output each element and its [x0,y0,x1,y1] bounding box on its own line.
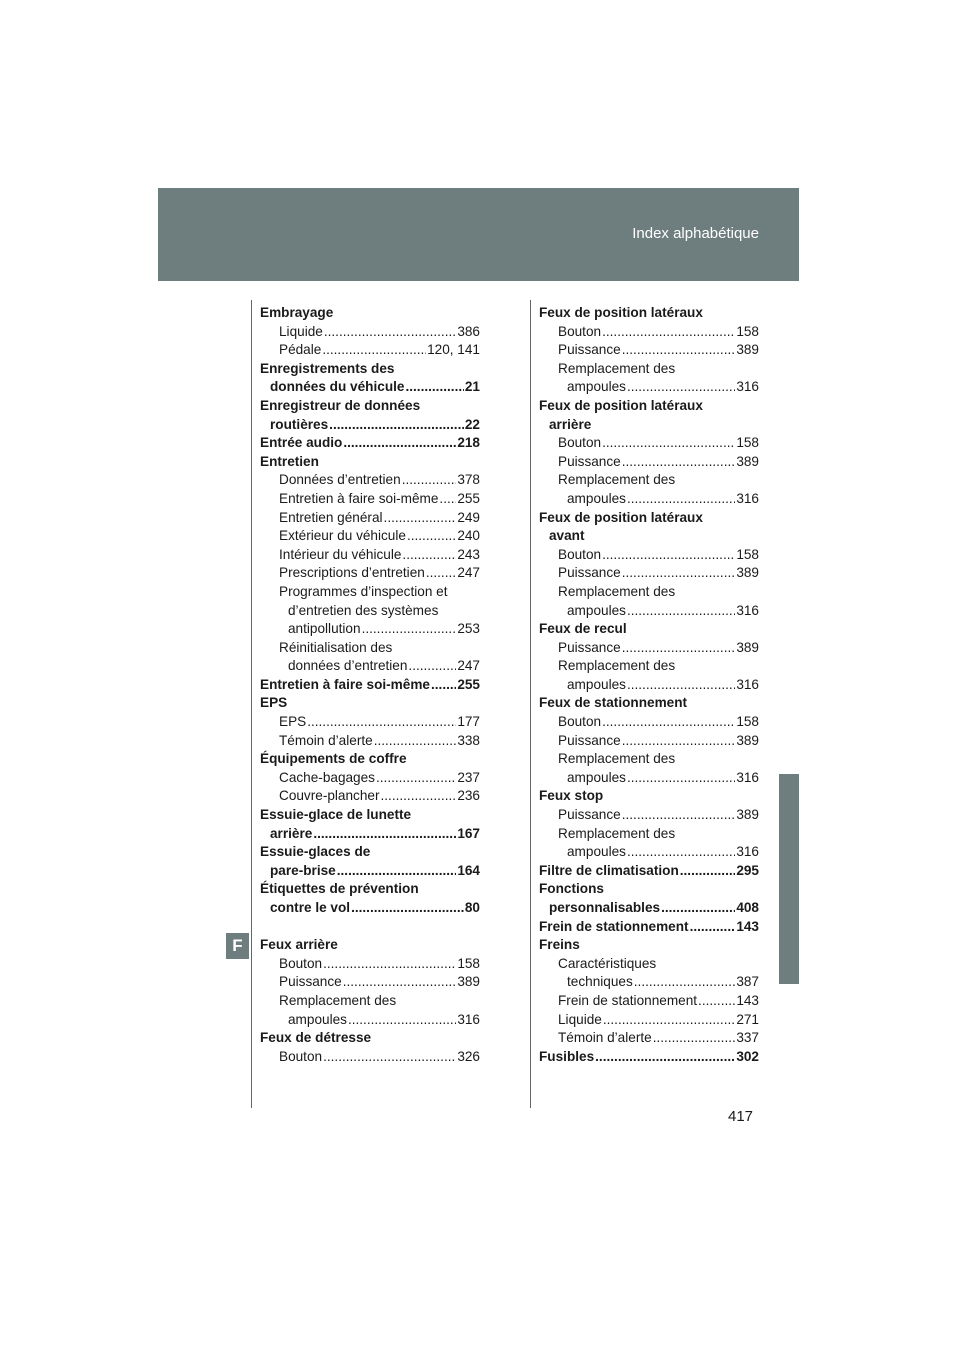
index-entry [539,583,759,602]
index-entry [260,471,480,490]
index-entry [260,378,480,397]
leader-dots [407,527,456,546]
index-entry-label: Bouton [558,714,602,730]
index-entry-label: ampoules [567,379,626,395]
section-letter-tab: F [226,933,249,959]
index-entry [260,490,480,509]
index-entry [539,564,759,583]
leader-dots [627,843,735,862]
index-entry [539,936,759,955]
index-entry-page[interactable]: 389 [736,732,759,748]
index-entry [260,620,480,639]
index-entry-label: Puissance [558,639,621,655]
index-entry-page[interactable]: 295 [736,862,759,878]
index-entry-label: Essuie-glace de lunette [260,807,412,823]
index-entry-page[interactable]: 316 [736,676,759,692]
index-entry-label: Remplacement des [558,751,676,767]
index-entry [539,397,759,416]
index-entry [260,825,480,844]
leader-dots [381,787,457,806]
index-entry [539,490,759,509]
index-entry-page[interactable]: 167 [457,825,480,841]
index-entry-page[interactable]: 22 [464,416,480,432]
index-entry [539,527,759,546]
index-entry [539,434,759,453]
index-entry-label: ampoules [567,602,626,618]
leader-dots [426,564,456,583]
index-entry [260,564,480,583]
leader-dots [602,323,735,342]
index-entry-page[interactable]: 158 [457,955,480,971]
leader-dots [343,434,456,453]
leader-dots [323,1048,456,1067]
index-entry-page[interactable]: 316 [736,769,759,785]
index-entry-label: Frein de stationnement [539,918,689,934]
index-entry [539,341,759,360]
index-entry-label: Puissance [279,974,342,990]
index-entry [260,936,480,955]
index-entry [539,955,759,974]
index-entry [260,583,480,602]
index-entry-label: Bouton [279,1048,323,1064]
index-entry-label: arrière [270,825,313,841]
index-entry [539,676,759,695]
leader-dots [653,1029,736,1048]
leader-dots [384,509,457,528]
index-entry-label: Feux de recul [539,621,627,637]
index-entry [539,304,759,323]
index-entry-label: avant [549,528,585,544]
index-entry-label: Feux de position latéraux [539,509,703,525]
index-entry [260,657,480,676]
index-entry-label: Extérieur du véhicule [279,528,406,544]
index-entry-page[interactable]: 120, 141 [427,342,480,358]
leader-dots [627,378,735,397]
leader-dots [431,676,456,695]
index-entry-label: routières [270,416,329,432]
index-entry-page[interactable]: 389 [736,342,759,358]
index-entry [260,694,480,713]
index-entry [260,509,480,528]
index-entry [260,880,480,899]
index-column-left [260,304,480,1066]
index-entry [539,843,759,862]
index-entry-page[interactable]: 389 [736,565,759,581]
leader-dots [627,676,735,695]
index-entry-label: antipollution [288,621,361,637]
index-entry-label: d’entretien des systèmes [288,602,439,618]
index-entry-page[interactable]: 389 [736,453,759,469]
index-entry-label: Entrée audio [260,435,343,451]
leader-dots [661,899,735,918]
page-number: 417 [728,1108,754,1125]
leader-dots [680,862,736,881]
index-entry-page[interactable]: 253 [457,621,480,637]
index-entry [539,360,759,379]
leader-dots [622,639,736,658]
index-entry-label: Intérieur du véhicule [279,546,402,562]
index-entry-label: Remplacement des [558,472,676,488]
index-entry [539,471,759,490]
leader-dots [698,992,735,1011]
index-entry-label: Fusibles [539,1048,595,1064]
index-entry-label: Feux arrière [260,937,338,953]
index-entry-page[interactable]: 240 [457,528,480,544]
index-entry-label: Embrayage [260,305,334,320]
index-entry [260,806,480,825]
leader-dots [351,899,464,918]
leader-dots [362,620,457,639]
leader-dots [329,416,464,435]
index-entry-label: Bouton [279,955,323,971]
index-entry [260,787,480,806]
index-entry [539,806,759,825]
index-entry [260,341,480,360]
leader-dots [405,378,463,397]
index-entry-page[interactable]: 408 [736,900,759,915]
leader-dots [627,602,735,621]
index-entry-label: Réinitialisation des [279,639,393,655]
index-entry-page[interactable]: 378 [457,472,480,488]
index-entry [539,918,759,937]
index-entry-page[interactable]: 338 [457,732,480,748]
index-entry-page[interactable]: 80 [464,900,480,915]
index-entry-page[interactable]: 271 [736,1011,759,1027]
index-entry [260,992,480,1011]
index-entry-label: Puissance [558,565,621,581]
leader-dots [627,769,735,788]
index-entry-label: Liquide [279,323,323,339]
index-entry [539,713,759,732]
index-entry-label: techniques [567,974,633,990]
index-entry-label: Témoin d’alerte [558,1030,652,1046]
index-entry [539,750,759,769]
index-entry [260,732,480,751]
leader-dots [595,1048,735,1067]
index-entry-label: ampoules [567,676,626,692]
index-entry-page[interactable]: 316 [736,490,759,506]
leader-dots [402,471,457,490]
index-entry [539,620,759,639]
leader-dots [622,453,736,472]
index-entry-label: Enregistrements des [260,360,395,376]
index-entry-label: Cache-bagages [279,769,375,785]
leader-dots [603,1011,735,1030]
leader-dots [374,732,457,751]
leader-dots [307,713,456,732]
leader-dots [690,918,736,937]
index-entry [539,992,759,1011]
leader-dots [634,973,736,992]
index-entry-label: Feux de position latéraux [539,305,703,320]
index-entry-page[interactable]: 389 [736,639,759,655]
index-entry [260,453,480,472]
index-entry-page[interactable]: 255 [457,490,480,506]
leader-dots [402,546,456,565]
index-entry-label: personnalisables [549,900,661,915]
index-entry-page[interactable]: 316 [736,379,759,395]
index-entry-label: Programmes d’inspection et [279,583,448,599]
index-entry [260,639,480,658]
index-entry-page[interactable]: 158 [736,323,759,339]
index-entry-label: Fonctions [539,881,604,897]
leader-dots [408,657,456,676]
index-entry [539,546,759,565]
leader-dots [324,323,456,342]
section-side-tab [779,774,799,984]
index-entry [539,639,759,658]
index-entry [539,1029,759,1048]
index-entry [260,1011,480,1030]
index-entry-label: Remplacement des [558,360,676,376]
leader-dots [602,434,735,453]
index-entry-label: Bouton [558,546,602,562]
index-entry [260,713,480,732]
index-entry [539,657,759,676]
index-entry [539,787,759,806]
index-entry [260,955,480,974]
index-entry-label: pare-brise [270,862,336,878]
index-entry [260,546,480,565]
index-entry-page[interactable]: 389 [457,974,480,990]
index-entry [539,323,759,342]
index-entry-label: Puissance [558,342,621,358]
index-entry-label: contre le vol [270,900,351,915]
index-entry-label: arrière [549,416,592,432]
index-entry [539,694,759,713]
index-entry-label: Entretien [260,453,319,469]
index-entry [539,769,759,788]
index-entry [539,602,759,621]
leader-dots [602,713,735,732]
index-entry-page[interactable]: 158 [736,435,759,451]
leader-dots [439,490,456,509]
index-entry-label: EPS [279,714,307,730]
index-entry-label: ampoules [288,1011,347,1027]
leader-dots [602,546,735,565]
index-entry-label: Couvre-plancher [279,788,380,804]
index-entry [539,1048,759,1067]
leader-dots [337,862,457,881]
index-entry-label: Freins [539,937,580,953]
leader-dots [348,1011,456,1030]
index-entry-page[interactable]: 316 [736,844,759,860]
leader-dots [343,973,457,992]
index-entry-label: Frein de stationnement [558,992,698,1008]
index-entry-label: Puissance [558,453,621,469]
leader-dots [622,341,736,360]
index-entry [539,862,759,881]
index-entry-label: Feux de stationnement [539,695,688,711]
index-entry [539,509,759,528]
index-entry-page[interactable]: 387 [736,974,759,990]
index-entry-page[interactable]: 326 [457,1048,480,1064]
index-entry-page[interactable]: 21 [464,379,480,395]
index-entry-page[interactable]: 143 [736,918,759,934]
index-entry-label: Remplacement des [558,583,676,599]
index-entry-label: Puissance [558,807,621,823]
index-entry-label: Feux de position latéraux [539,397,703,413]
index-entry-label: Entretien général [279,509,383,525]
index-entry-label: ampoules [567,844,626,860]
index-entry-label: données d’entretien [288,658,408,674]
leader-dots [313,825,456,844]
leader-dots [622,732,736,751]
index-entry-page[interactable]: 337 [736,1030,759,1046]
index-entry [260,1048,480,1067]
index-entry-label: Bouton [558,323,602,339]
index-entry [260,323,480,342]
index-entry-page[interactable]: 249 [457,509,480,525]
index-entry [539,1011,759,1030]
index-entry-label: Filtre de climatisation [539,862,679,878]
index-entry-label: Prescriptions d’entretien [279,565,425,581]
index-entry [260,676,480,695]
index-entry [539,973,759,992]
index-column-right [539,304,759,1066]
index-entry-page[interactable]: 177 [457,714,480,730]
column-divider-left [251,300,252,1108]
leader-dots [322,341,426,360]
index-entry-label: Bouton [558,435,602,451]
leader-dots [323,955,456,974]
index-entry-page[interactable]: 218 [457,435,480,451]
index-entry-label: Puissance [558,732,621,748]
index-entry [539,453,759,472]
index-entry-label: Étiquettes de prévention [260,881,419,897]
index-entry-page[interactable]: 389 [736,807,759,823]
index-entry-label: Témoin d’alerte [279,732,373,748]
index-entry [260,304,480,323]
index-entry-page[interactable]: 158 [736,714,759,730]
index-entry-page[interactable]: 237 [457,769,480,785]
index-entry-label: Remplacement des [558,658,676,674]
index-entry-page[interactable]: 247 [457,565,480,581]
index-entry [260,843,480,862]
index-entry-label: Remplacement des [279,992,397,1008]
page-header [158,188,799,281]
index-entry-label: Essuie-glaces de [260,844,371,860]
index-entry [260,862,480,881]
index-entry [539,732,759,751]
leader-dots [622,806,736,825]
index-entry [260,397,480,416]
index-entry-label: Pédale [279,342,322,358]
index-entry [539,825,759,844]
index-entry-label: Données d’entretien [279,472,401,488]
index-entry-label: Entretien à faire soi-même [279,490,439,506]
index-entry-label: Équipements de coffre [260,751,407,767]
index-entry [539,416,759,435]
index-entry-page[interactable]: 143 [736,992,759,1008]
leader-dots [376,769,456,788]
index-entry [260,527,480,546]
index-entry-label: EPS [260,695,288,711]
index-entry [260,1029,480,1048]
index-entry-label: Caractéristiques [558,955,657,971]
index-entry-label: Liquide [558,1011,602,1027]
index-entry [260,602,480,621]
index-entry [260,769,480,788]
index-entry-label: données du véhicule [270,379,405,395]
leader-dots [627,490,735,509]
index-entry [260,750,480,769]
index-entry [260,899,480,918]
index-entry-page[interactable]: 243 [457,546,480,562]
index-entry-label: Feux de détresse [260,1030,372,1046]
index-entry-page[interactable]: 316 [736,602,759,618]
index-entry-label: Remplacement des [558,825,676,841]
index-entry-label: Feux stop [539,788,604,804]
index-entry-page[interactable]: 386 [457,323,480,339]
index-entry-label: ampoules [567,490,626,506]
index-entry [260,434,480,453]
index-entry-page[interactable]: 302 [736,1048,759,1064]
column-divider-right [530,300,531,1108]
index-entry-page[interactable]: 236 [457,788,480,804]
index-entry-page[interactable]: 247 [457,658,480,674]
index-entry [539,899,759,918]
index-entry-label: Entretien à faire soi-même [260,676,430,692]
index-entry [260,360,480,379]
index-entry [539,378,759,397]
leader-dots [622,564,736,583]
index-entry [260,973,480,992]
index-entry-page[interactable]: 158 [736,546,759,562]
index-entry [539,880,759,899]
index-entry-page[interactable]: 164 [457,862,480,878]
index-entry-page[interactable]: 316 [457,1011,480,1027]
index-entry [260,416,480,435]
index-entry-page[interactable]: 255 [457,676,480,692]
index-entry-label: ampoules [567,769,626,785]
header-title: Index alphabétique [632,225,759,242]
index-entry-label: Enregistreur de données [260,397,421,413]
